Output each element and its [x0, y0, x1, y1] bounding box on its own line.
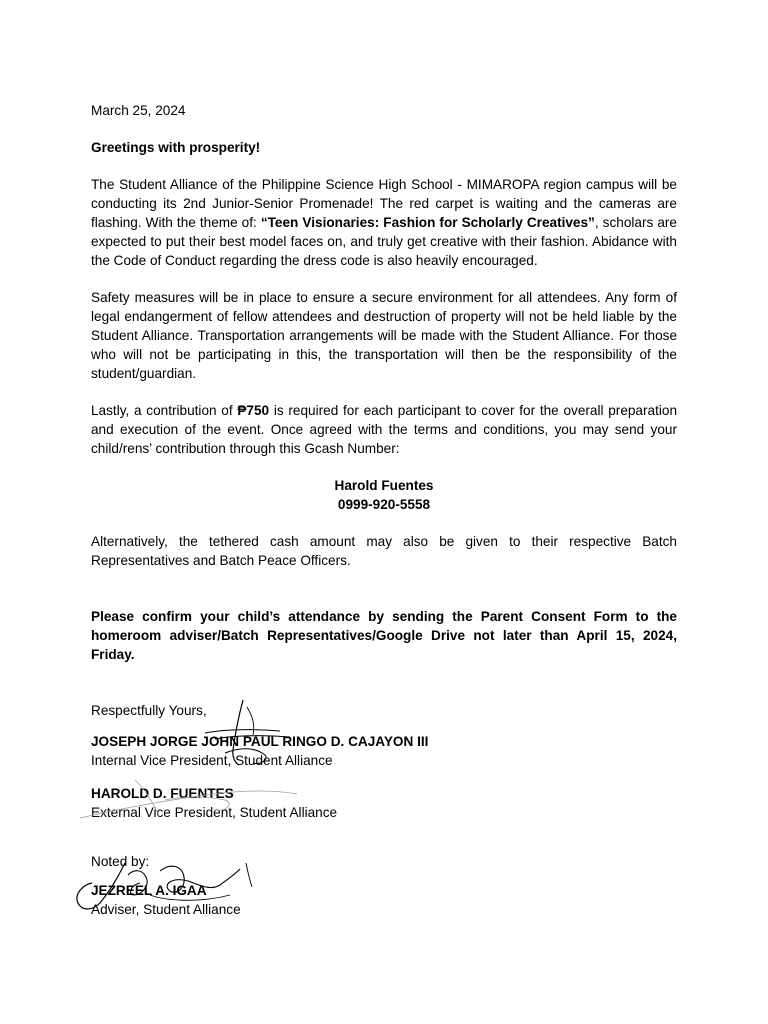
paragraph-contribution-after: is required for each participant to cover for the overall preparation and execution of the event. Once agreed with the terms and conditions, you may send your child/rens’ contribution through this Gcash Number:	[91, 403, 677, 456]
gcash-name: Harold Fuentes	[334, 478, 434, 493]
paragraph-safety: Safety measures will be in place to ensure a secure environment for all attendees. Any form of legal endangerment of fellow attendees and destruction of property will not be held liable by the Student Alliance. Transportation arrangements will be made with the Student Alliance. For those who will not be participating in this, the transportation will then be the responsibility of the student/guardian.	[91, 290, 677, 381]
signatory-1-name: JOSEPH JORGE JOHN PAUL RINGO D. CAJAYON III	[91, 734, 429, 749]
adviser-block	[91, 881, 677, 919]
paragraph-intro	[91, 175, 677, 270]
signatory-2	[91, 784, 677, 822]
signatory-2-title: External Vice President, Student Alliance	[91, 805, 338, 820]
contribution-amount: ₱750	[237, 403, 270, 418]
closing: Respectfully Yours,	[91, 703, 207, 718]
paragraph-intro-after: , scholars are expected to put their best model faces on, and truly get creative with their fashion. Abidance with the Code of Conduct regarding the dress code is also heavily encouraged.	[91, 215, 677, 268]
confirmation-notice: Please confirm your child’s attendance by sending the Parent Consent Form to the homeroom adviser/Batch Representatives/Google Drive not later than April 15, 2024, Friday.	[91, 609, 677, 662]
event-theme: “Teen Visionaries: Fashion for Scholarly Creatives”	[260, 215, 595, 230]
noted-by: Noted by:	[91, 854, 150, 869]
signatory-1-title: Internal Vice President, Student Alliance	[91, 753, 333, 768]
adviser-title: Adviser, Student Alliance	[91, 902, 241, 917]
greeting: Greetings with prosperity!	[91, 140, 261, 155]
paragraph-contribution-before: Lastly, a contribution of	[91, 403, 238, 418]
paragraph-alternative: Alternatively, the tethered cash amount may also be given to their respective Batch Representatives and Batch Peace Officers.	[91, 534, 677, 568]
gcash-number: 0999-920-5558	[337, 497, 431, 512]
signatory-2-name: HAROLD D. FUENTES	[91, 786, 234, 801]
paragraph-contribution	[91, 401, 677, 458]
signatory-1	[91, 732, 677, 770]
letter-body	[91, 101, 677, 919]
gcash-block	[91, 476, 677, 514]
adviser-name: JEZREEL A. IGAA	[91, 883, 207, 898]
letter-date: March 25, 2024	[91, 103, 186, 118]
paragraph-intro-before: The Student Alliance of the Philippine Science High School - MIMAROPA region campus will be conducting its 2nd Junior-Senior Promenade! The red carpet is waiting and the cameras are flashing. With the theme of:	[91, 177, 677, 230]
